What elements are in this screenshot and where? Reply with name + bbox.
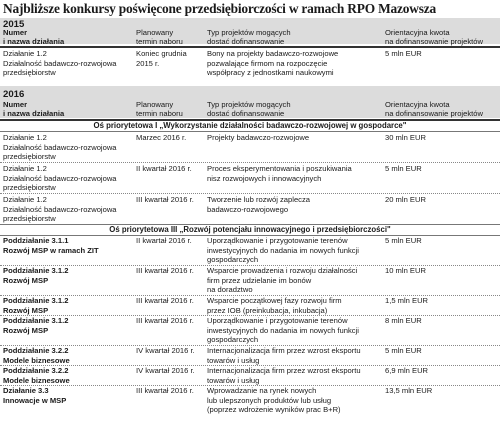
row-type: inwestycyjnych do nadania im nowych funkcji [207,325,359,335]
row-name: Innowacje w MSP [3,395,67,405]
row-term: III kwartał 2016 r. [136,195,194,204]
row-amount: 20 mln EUR [385,195,426,204]
row-name: Poddziałanie 3.1.2 [3,316,69,325]
year-2015: 2015 [3,19,25,30]
row-name: Działanie 3.3 [3,386,49,395]
year-2016: 2016 [3,89,25,100]
row-amount: 1,5 mln EUR [385,296,429,305]
row-name: przedsiębiorstw [3,68,56,77]
row-type: Projekty badawczo-rozwojowe [207,133,310,142]
row-name: Poddziałanie 3.1.1 [3,236,69,245]
row-term: III kwartał 2016 r. [136,316,194,325]
row-type: firm przez udzielanie im bonów [207,275,312,285]
row-amount: 8 mln EUR [385,316,422,325]
row-name: Rozwój MSP w ramach ZIT [3,245,99,255]
row-name: Działanie 1.2 [3,195,47,204]
divider [0,46,500,48]
row-name: Poddziałanie 3.2.2 [3,366,69,375]
row-type: współpracy z jednostkami naukowymi [207,68,334,77]
row-name: przedsiębiorstw [3,183,56,192]
row-type: towarów i usług [207,355,260,365]
row-term: Marzec 2016 r. [136,133,187,142]
col-header-term-2: termin naboru [136,37,183,46]
row-type: Wprowadzanie na rynek nowych [207,386,317,395]
row-name: Poddziałanie 3.1.2 [3,296,69,305]
row-term: II kwartał 2016 r. [136,164,192,173]
col-header-amount-2: na dofinansowanie projektów [385,37,483,46]
col-header-type-1: Typ projektów mogących [207,100,291,109]
row-amount: 5 mln EUR [385,236,422,245]
row-type: na doradztwo [207,285,253,294]
col-header-type-1: Typ projektów mogących [207,28,291,37]
col-header-type-2: dostać dofinansowanie [207,109,285,118]
row-amount: 10 mln EUR [385,266,426,275]
row-type: pozwalające firmom na rozpoczęcie [207,58,328,68]
row-type: inwestycyjnych do nadania im nowych funkcji [207,245,359,255]
row-type: badawczo-rozwojowego [207,204,289,214]
priority-axis-1: Oś priorytetowa I „Wykorzystanie działalności badawczo-rozwojowej w gospodarce" [93,121,407,130]
col-header-amount-2: na dofinansowanie projektów [385,109,483,118]
row-name: Działanie 1.2 [3,133,47,142]
row-name: Rozwój MSP [3,275,49,285]
page-title: Najbliższe konkursy poświęcone przedsiębiorczości w ramach RPO Mazowsza [3,1,436,16]
row-type: Uporządkowanie i przygotowanie terenów [207,236,348,245]
col-header-amount-1: Orientacyjna kwota [385,28,450,37]
col-header-name-1: Numer [3,100,28,109]
row-name: Rozwój MSP [3,305,49,315]
row-term: III kwartał 2016 r. [136,296,194,305]
row-type: Internacjonalizacja firm przez wzrost eksportu [207,366,361,375]
row-term: IV kwartał 2016 r. [136,346,195,355]
col-header-amount-1: Orientacyjna kwota [385,100,450,109]
row-type: Wsparcie prowadzenia i rozwoju działalności [207,266,358,275]
row-amount: 5 mln EUR [385,346,422,355]
row-name: Działanie 1.2 [3,164,47,173]
col-header-name-1: Numer [3,28,28,37]
row-name: Rozwój MSP [3,325,49,335]
row-amount: 5 mln EUR [385,164,422,173]
row-name: Działalność badawczo-rozwojowa [3,142,117,152]
row-term: IV kwartał 2016 r. [136,366,195,375]
row-amount: 30 mln EUR [385,133,426,142]
row-term: Koniec grudnia [136,49,187,58]
divider [0,131,500,132]
col-header-term-1: Planowany [136,28,174,37]
col-header-term-2: termin naboru [136,109,183,118]
row-type: gospodarczych [207,255,259,264]
col-header-type-2: dostać dofinansowanie [207,37,285,46]
row-type: nisz rozwojowych i innowacyjnych [207,173,322,183]
row-type: (poprzez wdrożenie wyników prac B+R) [207,405,341,414]
row-name: Modele biznesowe [3,375,70,385]
row-name: Poddziałanie 3.1.2 [3,266,69,275]
row-type: lub ulepszonych produktów lub usług [207,395,332,405]
divider [0,162,500,163]
row-type: Proces eksperymentowania i poszukiwania [207,164,352,173]
col-header-term-1: Planowany [136,100,174,109]
row-term: 2015 r. [136,58,160,68]
row-type: towarów i usług [207,375,260,385]
row-amount: 13,5 mln EUR [385,386,433,395]
row-name: Działalność badawczo-rozwojowa [3,173,117,183]
divider [0,193,500,194]
row-type: Tworzenie lub rozwój zaplecza [207,195,310,204]
row-name: przedsiębiorstw [3,214,56,223]
row-type: Uporządkowanie i przygotowanie terenów [207,316,348,325]
priority-axis-3: Oś priorytetowa III „Rozwój potencjału innowacyjnego i przedsiębiorczości" [109,225,391,234]
row-amount: 6,9 mln EUR [385,366,429,375]
col-header-name-2: i nazwa działania [3,109,65,118]
row-type: gospodarczych [207,335,259,344]
row-name: Działanie 1.2 [3,49,47,58]
row-term: III kwartał 2016 r. [136,386,194,395]
row-type: Internacjonalizacja firm przez wzrost eksportu [207,346,361,355]
row-term: III kwartał 2016 r. [136,266,194,275]
row-name: Działalność badawczo-rozwojowa [3,58,117,68]
row-type: przez IOB (preinkubacja, inkubacja) [207,305,328,315]
row-term: II kwartał 2016 r. [136,236,192,245]
row-name: przedsiębiorstw [3,152,56,161]
row-name: Modele biznesowe [3,355,70,365]
row-type: Wsparcie początkowej fazy rozwoju firm [207,296,342,305]
row-type: Bony na projekty badawczo-rozwojowe [207,49,339,58]
col-header-name-2: i nazwa działania [3,37,65,46]
row-amount: 5 mln EUR [385,49,422,58]
row-name: Poddziałanie 3.2.2 [3,346,69,355]
row-name: Działalność badawczo-rozwojowa [3,204,117,214]
